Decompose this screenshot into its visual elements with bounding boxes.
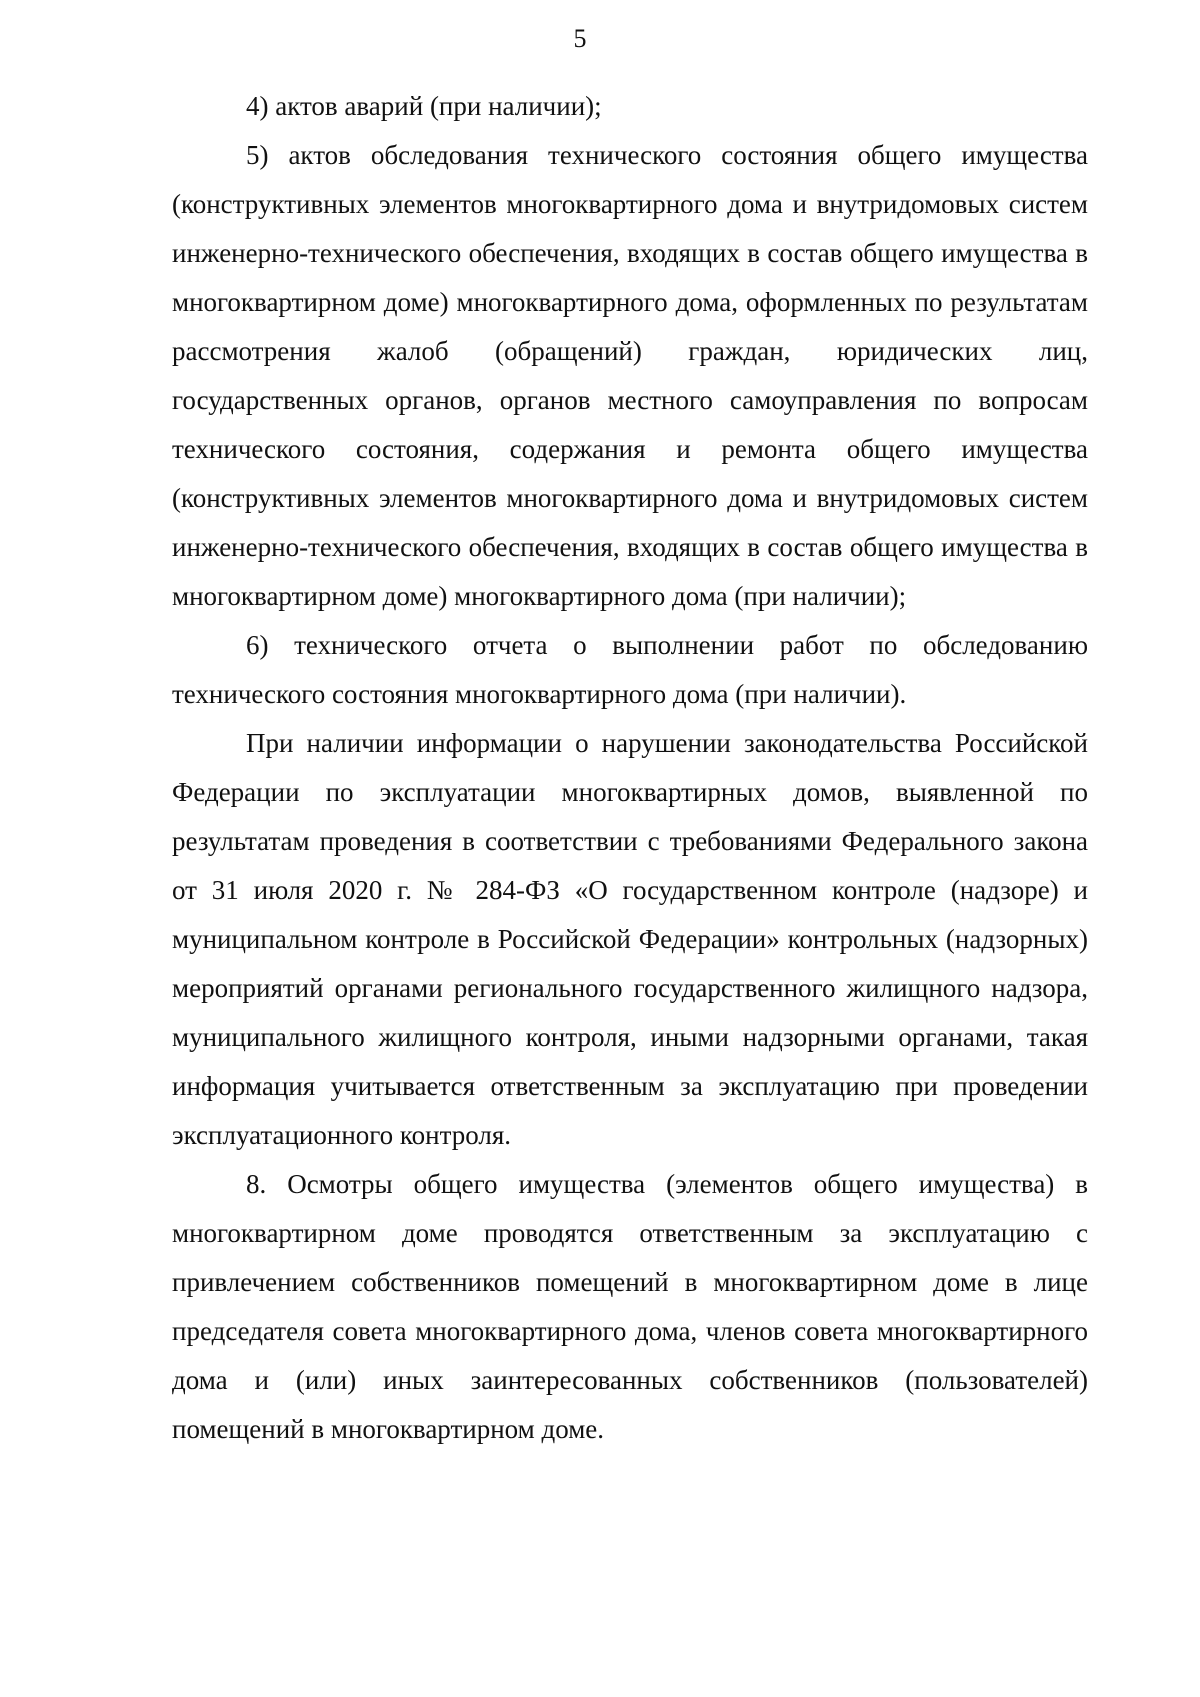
- paragraph-violation-information: При наличии информации о нарушении законодательства Российской Федерации по эксплуатации многоквартирных домов, выявленной по результатам проведения в соответствии с требованиями Федерального закона от 31 июля 2020 г. № 284-ФЗ «О государственном контроле (надзоре) и муниципальном контроле в Российской Федерации» контрольных (надзорных) мероприятий органами регионального государственного жилищного надзора, муниципального жилищного контроля, иными надзорными органами, такая информация учитывается ответственным за эксплуатацию при проведении эксплуатационного контроля.: [172, 728, 1088, 1150]
- paragraph-section-8-inspections: 8. Осмотры общего имущества (элементов общего имущества) в многоквартирном доме проводятся ответственным за эксплуатацию с привлечением собственников помещений в многоквартирном доме в лице председателя совета многоквартирного дома, членов совета многоквартирного дома и (или) иных заинтересованных собственников (пользователей) помещений в многоквартирном доме.: [172, 1169, 1088, 1444]
- page-number: 5: [573, 24, 587, 53]
- paragraph-item-5-inspection-reports: 5) актов обследования технического состояния общего имущества (конструктивных элементов многоквартирного дома и внутридомовых систем инженерно-технического обеспечения, входящих в состав общего имущества в многоквартирном доме) многоквартирного дома, оформленных по результатам рассмотрения жалоб (обращений) граждан, юридических лиц, государственных органов, органов местного самоуправления по вопросам технического состояния, содержания и ремонта общего имущества (конструктивных элементов многоквартирного дома и внутридомовых систем инженерно-технического обеспечения, входящих в состав общего имущества в многоквартирном доме) многоквартирного дома (при наличии);: [172, 140, 1088, 611]
- paragraph-item-6-technical-report: 6) технического отчета о выполнении работ по обследованию технического состояния многоквартирного дома (при наличии).: [172, 630, 1088, 709]
- paragraph-item-4-accident-reports: 4) актов аварий (при наличии);: [246, 91, 602, 121]
- document-body: [172, 82, 1088, 1454]
